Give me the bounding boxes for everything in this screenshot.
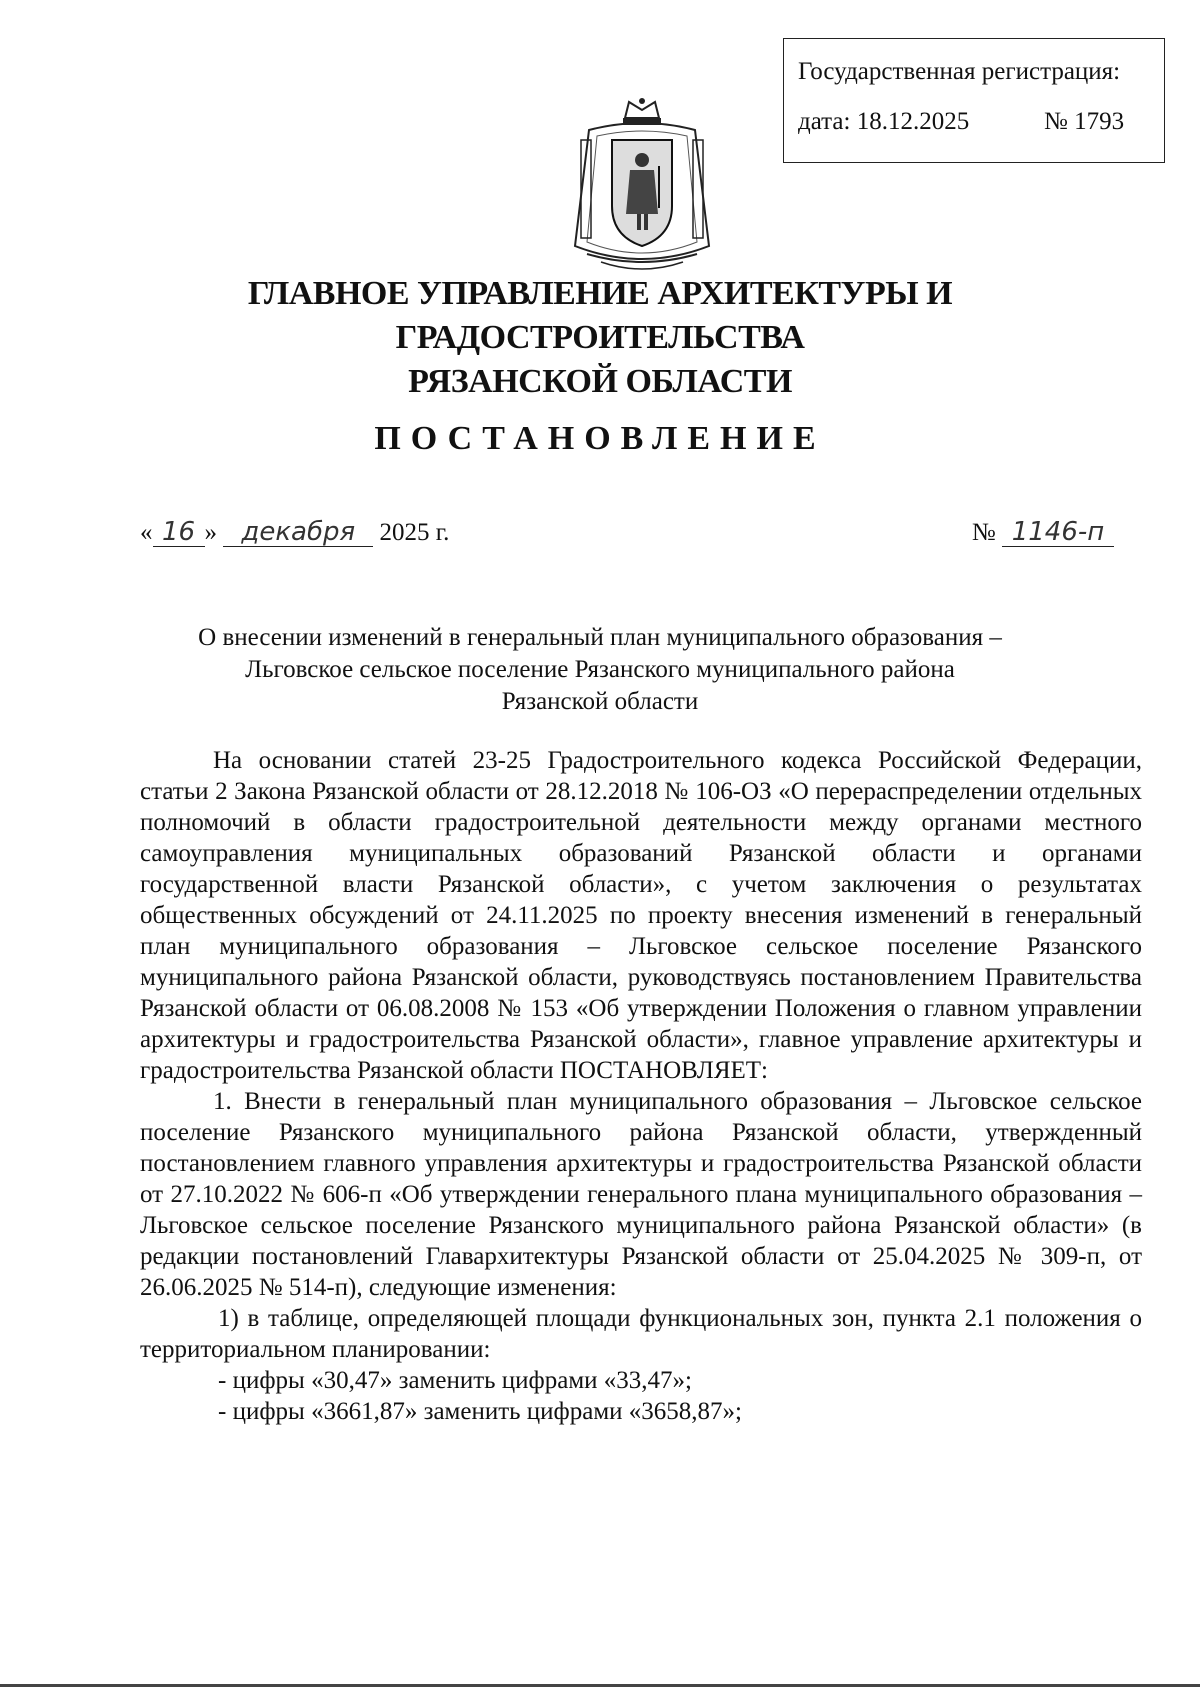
ryazan-coat-of-arms-icon	[567, 96, 717, 276]
page-bottom-edge	[0, 1684, 1200, 1687]
registration-details	[798, 107, 1125, 137]
decree-title-line2: Льговское сельское поселение Рязанского муниципального района	[245, 656, 955, 683]
change-item-2: - цифры «3661,87» заменить цифрами «3658,87»;	[218, 1398, 742, 1425]
preamble-paragraph: На основании статей 23-25 Градостроительного кодекса Российской Федерации, статьи 2 Закона Рязанской области от 28.12.2018 № 106-ОЗ «О перераспределении отдельных полномочий в области градостроительной деятельности между органами местного самоуправления муниципальных образований Рязанской области и органами государственной власти Рязанской области», с учетом заключения о результатах общественных обсуждений от 24.11.2025 по проекту внесения изменений в генеральный план муниципального образования – Льговское сельское поселение Рязанского муниципального района Рязанской области, руководствуясь постановлением Правительства Рязанской области от 06.08.2008 № 153 «Об утверждении Положения о главном управлении архитектуры и градостроительства Рязанской области», главное управление архитектуры и градостроительства Рязанской области ПОСТАНОВЛЯЕТ:	[140, 747, 1142, 1084]
decree-number-handwritten: 1146-п	[1002, 518, 1114, 547]
change-item-1: - цифры «30,47» заменить цифрами «33,47»;	[218, 1367, 692, 1394]
document-type: ПОСТАНОВЛЕНИЕ	[374, 420, 826, 457]
registration-date: дата: 18.12.2025	[798, 108, 970, 135]
date-year: 2025 г.	[379, 519, 450, 546]
date-close-quote: »	[204, 519, 217, 546]
registration-stamp	[783, 38, 1165, 163]
decree-body	[140, 745, 1142, 1427]
date-open-quote: «	[140, 519, 153, 546]
decree-date	[140, 518, 449, 547]
date-month-handwritten: декабря	[223, 518, 373, 547]
registration-number: № 1793	[1044, 108, 1125, 135]
decree-title-line3: Рязанской области	[501, 688, 699, 715]
registration-title: Государственная регистрация:	[798, 58, 1121, 85]
organization-name-line2: РЯЗАНСКОЙ ОБЛАСТИ	[408, 363, 792, 400]
decree-title	[140, 622, 1060, 718]
decree-title-line1: О внесении изменений в генеральный план муниципального образования –	[198, 624, 1002, 651]
date-day-handwritten: 16	[153, 518, 205, 547]
organization-name-line1: ГЛАВНОЕ УПРАВЛЕНИЕ АРХИТЕКТУРЫ И ГРАДОСТРОИТЕЛЬСТВА	[247, 275, 953, 356]
subclause-1-paragraph: 1) в таблице, определяющей площади функциональных зон, пункта 2.1 положения о территориальном планировании:	[140, 1305, 1142, 1363]
decree-number	[972, 518, 1114, 547]
organization-name	[80, 272, 1120, 404]
clause-1-paragraph: 1. Внести в генеральный план муниципального образования – Льговское сельское поселение Рязанского муниципального района Рязанской области, утвержденный постановлением главного управления архитектуры и градостроительства Рязанской области от 27.10.2022 № 606-п «Об утверждении генерального плана муниципального образования – Льговское сельское поселение Рязанского муниципального района Рязанской области» (в редакции постановлений Главархитектуры Рязанской области от 25.04.2025 № 309-п, от 26.06.2025 № 514-п), следующие изменения:	[140, 1088, 1142, 1301]
decree-number-prefix: №	[971, 519, 996, 546]
